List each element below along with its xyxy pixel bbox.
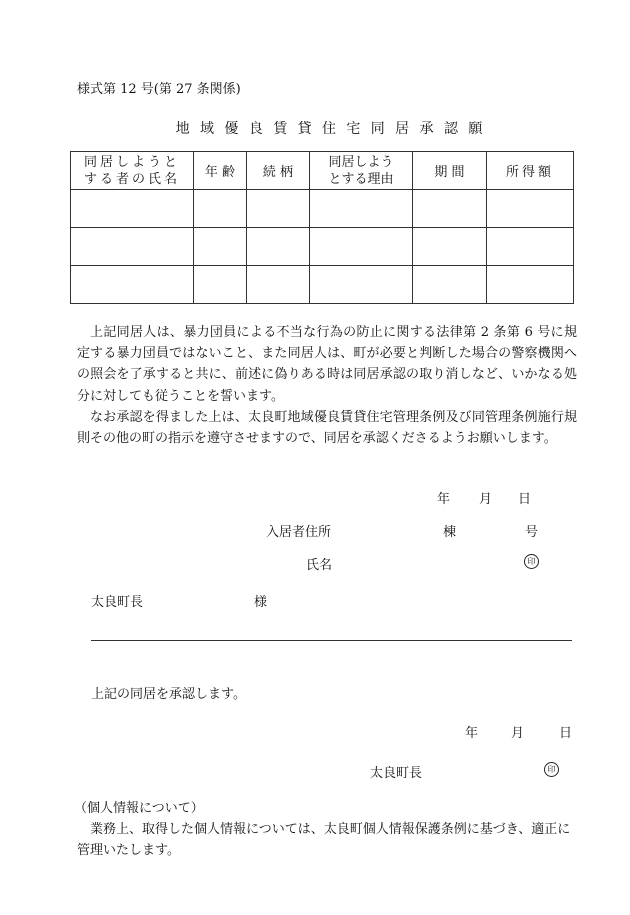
- title-char: 優: [224, 121, 239, 137]
- header-reason: [310, 152, 413, 190]
- section-divider: [91, 640, 572, 641]
- title-char: 良: [248, 121, 263, 137]
- title-char: 賃: [273, 121, 288, 137]
- cell-period[interactable]: [413, 190, 487, 228]
- header-age: [194, 152, 247, 190]
- header-age-label: 年 齢: [204, 165, 236, 180]
- cell-relationship[interactable]: [247, 266, 310, 304]
- cohabitant-table: [70, 151, 574, 304]
- header-reason-line1: 同居しよう: [328, 154, 394, 170]
- cell-name[interactable]: [71, 228, 194, 266]
- approval-year-label: 年: [465, 726, 479, 741]
- title-char: 宅: [346, 121, 361, 137]
- approving-mayor: 太良町長: [370, 766, 423, 781]
- table-row: [71, 266, 574, 304]
- cell-age[interactable]: [194, 266, 247, 304]
- cell-income[interactable]: [487, 266, 574, 304]
- header-period-label: 期 間: [434, 165, 465, 180]
- header-name-line2: する者の氏名: [83, 171, 180, 187]
- applicant-name-label: 氏名: [306, 558, 333, 573]
- cell-income[interactable]: [487, 190, 574, 228]
- title-char: 住: [321, 121, 336, 137]
- form-number: 様式第 12 号(第 27 条関係): [77, 82, 241, 97]
- applicant-seal-text: 印: [524, 554, 539, 569]
- header-reason-line2: とする理由: [328, 171, 394, 187]
- addressee-honorific: 様: [254, 595, 268, 610]
- approval-day-label: 日: [559, 726, 573, 741]
- cell-reason[interactable]: [310, 228, 413, 266]
- header-name-line1: 同居しようと: [83, 154, 180, 170]
- title-char: 地: [175, 121, 190, 137]
- header-relationship-label: 続 柄: [262, 165, 294, 180]
- resident-address-label: 入居者住所: [266, 525, 332, 540]
- cell-reason[interactable]: [310, 266, 413, 304]
- cell-age[interactable]: [194, 190, 247, 228]
- applicant-year-label: 年: [437, 492, 451, 507]
- addressee-mayor: 太良町長: [91, 595, 144, 610]
- cell-period[interactable]: [413, 228, 487, 266]
- title-char: 域: [200, 121, 215, 137]
- header-income: [487, 152, 574, 190]
- table-row: [71, 190, 574, 228]
- header-cohabitant-name: [71, 152, 194, 190]
- applicant-day-label: 日: [518, 492, 532, 507]
- cell-age[interactable]: [194, 228, 247, 266]
- document-title: [0, 118, 630, 138]
- title-char: 同: [370, 121, 385, 137]
- cell-reason[interactable]: [310, 190, 413, 228]
- privacy-text: 業務上、取得した個人情報については、太良町個人情報保護条例に基づき、適正に管理いたします。: [77, 822, 571, 858]
- title-char: 居: [395, 121, 410, 137]
- table-header-row: [71, 152, 574, 190]
- title-char: 認: [443, 121, 458, 137]
- title-char: 貸: [297, 121, 312, 137]
- applicant-date: [437, 488, 450, 507]
- cell-relationship[interactable]: [247, 228, 310, 266]
- header-period: [413, 152, 487, 190]
- approval-statement: 上記の同居を承認します。: [91, 687, 246, 702]
- title-char: 願: [468, 121, 483, 137]
- cell-period[interactable]: [413, 266, 487, 304]
- approval-seal-icon: [544, 761, 559, 777]
- approval-seal-text: 印: [544, 762, 559, 777]
- applicant-month-label: 月: [479, 492, 493, 507]
- compliance-paragraph: なお承認を得ました上は、太良町地域優良賃貸住宅管理条例及び同管理条例施行規則その他の町の指示を遵守させますので、同居を承認くださるようお願いします。: [77, 410, 577, 447]
- approval-month-label: 月: [511, 726, 525, 741]
- cell-name[interactable]: [71, 266, 194, 304]
- pledge-paragraph: 上記同居人は、暴力団員による不当な行為の防止に関する法律第 2 条第 6 号に規定する暴力団員ではないこと、また同居人は、町が必要と判断した場合の警察機関への照会を了承すると共に、前述に偽りある時は同居承認の取り消しなど、いかなる処分に対しても従うことを誓います。: [77, 325, 577, 404]
- cell-income[interactable]: [487, 228, 574, 266]
- header-relationship: [247, 152, 310, 190]
- room-number-label: 号: [525, 525, 539, 540]
- table-row: [71, 228, 574, 266]
- title-char: 承: [419, 121, 434, 137]
- cell-relationship[interactable]: [247, 190, 310, 228]
- building-label: 棟: [443, 525, 457, 540]
- cell-name[interactable]: [71, 190, 194, 228]
- applicant-seal-icon: [524, 553, 539, 569]
- privacy-heading: （個人情報について）: [74, 801, 204, 816]
- header-income-label: 所得額: [505, 165, 554, 180]
